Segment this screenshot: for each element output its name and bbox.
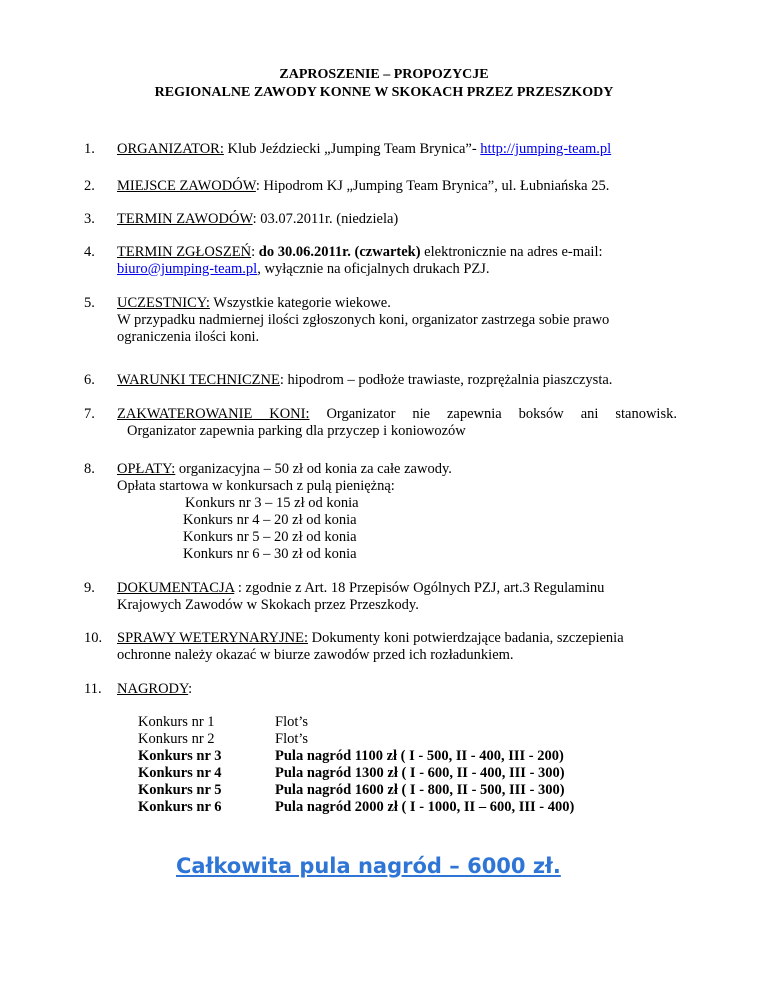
item-number: 7. xyxy=(84,406,95,422)
prize-award: Pula nagród 1600 zł ( I - 800, II - 500, III - 300) xyxy=(275,782,565,798)
prize-row xyxy=(138,731,658,748)
item-number: 4. xyxy=(84,244,95,260)
prize-row xyxy=(138,714,658,731)
title-line-1: ZAPROSZENIE – PROPOZYCJE xyxy=(279,67,489,82)
prize-contest: Konkurs nr 6 xyxy=(138,799,222,815)
title-line-2: REGIONALNE ZAWODY KONNE W SKOKACH PRZEZ PRZESZKODY xyxy=(154,85,614,100)
item-text: : hipodrom – podłoże trawiaste, rozprężalnia piaszczysta. xyxy=(279,372,613,388)
prize-table xyxy=(138,714,658,816)
prize-award: Flot’s xyxy=(275,731,309,747)
item-number: 11. xyxy=(84,681,102,697)
item-number: 8. xyxy=(84,461,95,477)
item-label: SPRAWY WETERYNARYJNE: xyxy=(117,630,308,646)
item-text: : zgodnie z Art. 18 Przepisów Ogólnych PZJ, art.3 Regulaminu xyxy=(234,580,605,596)
item-label: MIEJSCE ZAWODÓW xyxy=(117,178,256,194)
website-link[interactable]: http://jumping-team.pl xyxy=(480,141,612,157)
item-label: TERMIN ZAWODÓW xyxy=(117,211,253,227)
fee-line: Konkurs nr 5 – 20 zł od konia xyxy=(183,529,357,545)
item-number: 2. xyxy=(84,178,95,194)
item-number: 5. xyxy=(84,295,95,311)
item-colon: : xyxy=(251,244,259,260)
item-text: Klub Jeździecki „Jumping Team Brynica”- xyxy=(223,141,481,157)
fee-line: Konkurs nr 3 – 15 zł od konia xyxy=(185,495,359,511)
item-text: elektronicznie na adres e-mail: xyxy=(420,244,603,260)
item-label: ZAKWATEROWANIE KONI: xyxy=(117,406,310,422)
prize-contest: Konkurs nr 1 xyxy=(138,714,215,730)
item-text: organizacyjna – 50 zł od konia za całe zawody. xyxy=(175,461,452,477)
prize-row xyxy=(138,799,658,816)
prize-award: Pula nagród 1300 zł ( I - 600, II - 400, III - 300) xyxy=(275,765,565,781)
item-text: : xyxy=(188,681,193,697)
prize-contest: Konkurs nr 4 xyxy=(138,765,222,781)
item-line-2: Opłata startowa w konkursach z pulą pieniężną: xyxy=(117,478,395,494)
item-label: NAGRODY xyxy=(117,681,189,697)
prize-contest: Konkurs nr 2 xyxy=(138,731,215,747)
item-text: Dokumenty koni potwierdzające badania, szczepienia xyxy=(307,630,624,646)
fee-line: Konkurs nr 6 – 30 zł od konia xyxy=(183,546,357,562)
prize-row xyxy=(138,748,658,765)
item-text: : Hipodrom KJ „Jumping Team Brynica”, ul. Łubniańska 25. xyxy=(255,178,610,194)
prize-contest: Konkurs nr 5 xyxy=(138,782,222,798)
item-label: ORGANIZATOR: xyxy=(117,141,224,157)
item-text: Wszystkie kategorie wiekowe. xyxy=(209,295,391,311)
item-label: UCZESTNICY: xyxy=(117,295,210,311)
prize-row xyxy=(138,765,658,782)
item-number: 1. xyxy=(84,141,95,157)
prize-row xyxy=(138,782,658,799)
item-label: WARUNKI TECHNICZNE xyxy=(117,372,280,388)
registration-deadline: do 30.06.2011r. (czwartek) xyxy=(258,244,421,260)
item-line-2: ochronne należy okazać w biurze zawodów przed ich rozładunkiem. xyxy=(117,647,514,663)
item-text: : 03.07.2011r. (niedziela) xyxy=(252,211,399,227)
item-number: 10. xyxy=(84,630,103,646)
total-prize-pool: Całkowita pula nagród – 6000 zł. xyxy=(176,854,561,878)
item-line-2: Organizator zapewnia parking dla przyczep i koniowozów xyxy=(127,423,466,439)
email-link[interactable]: biuro@jumping-team.pl xyxy=(117,261,258,277)
item-line-2: Krajowych Zawodów w Skokach przez Przeszkody. xyxy=(117,597,419,613)
fee-line: Konkurs nr 4 – 20 zł od konia xyxy=(183,512,357,528)
prize-contest: Konkurs nr 3 xyxy=(138,748,222,764)
item-line-3: ograniczenia ilości koni. xyxy=(117,329,260,345)
prize-award: Flot’s xyxy=(275,714,309,730)
item-number: 3. xyxy=(84,211,95,227)
item-text: Organizator nie zapewnia boksów ani stanowisk. xyxy=(309,406,677,422)
item-label: TERMIN ZGŁOSZEŃ xyxy=(117,244,252,260)
item-number: 9. xyxy=(84,580,95,596)
item-line-2: W przypadku nadmiernej ilości zgłoszonych koni, organizator zastrzega sobie prawo xyxy=(117,312,610,328)
item-label: OPŁATY: xyxy=(117,461,176,477)
prize-award: Pula nagród 2000 zł ( I - 1000, II – 600, III - 400) xyxy=(275,799,575,815)
item-label: DOKUMENTACJA xyxy=(117,580,235,596)
item-number: 6. xyxy=(84,372,95,388)
prize-award: Pula nagród 1100 zł ( I - 500, II - 400, III - 200) xyxy=(275,748,564,764)
item-text-2: , wyłącznie na oficjalnych drukach PZJ. xyxy=(257,261,490,277)
